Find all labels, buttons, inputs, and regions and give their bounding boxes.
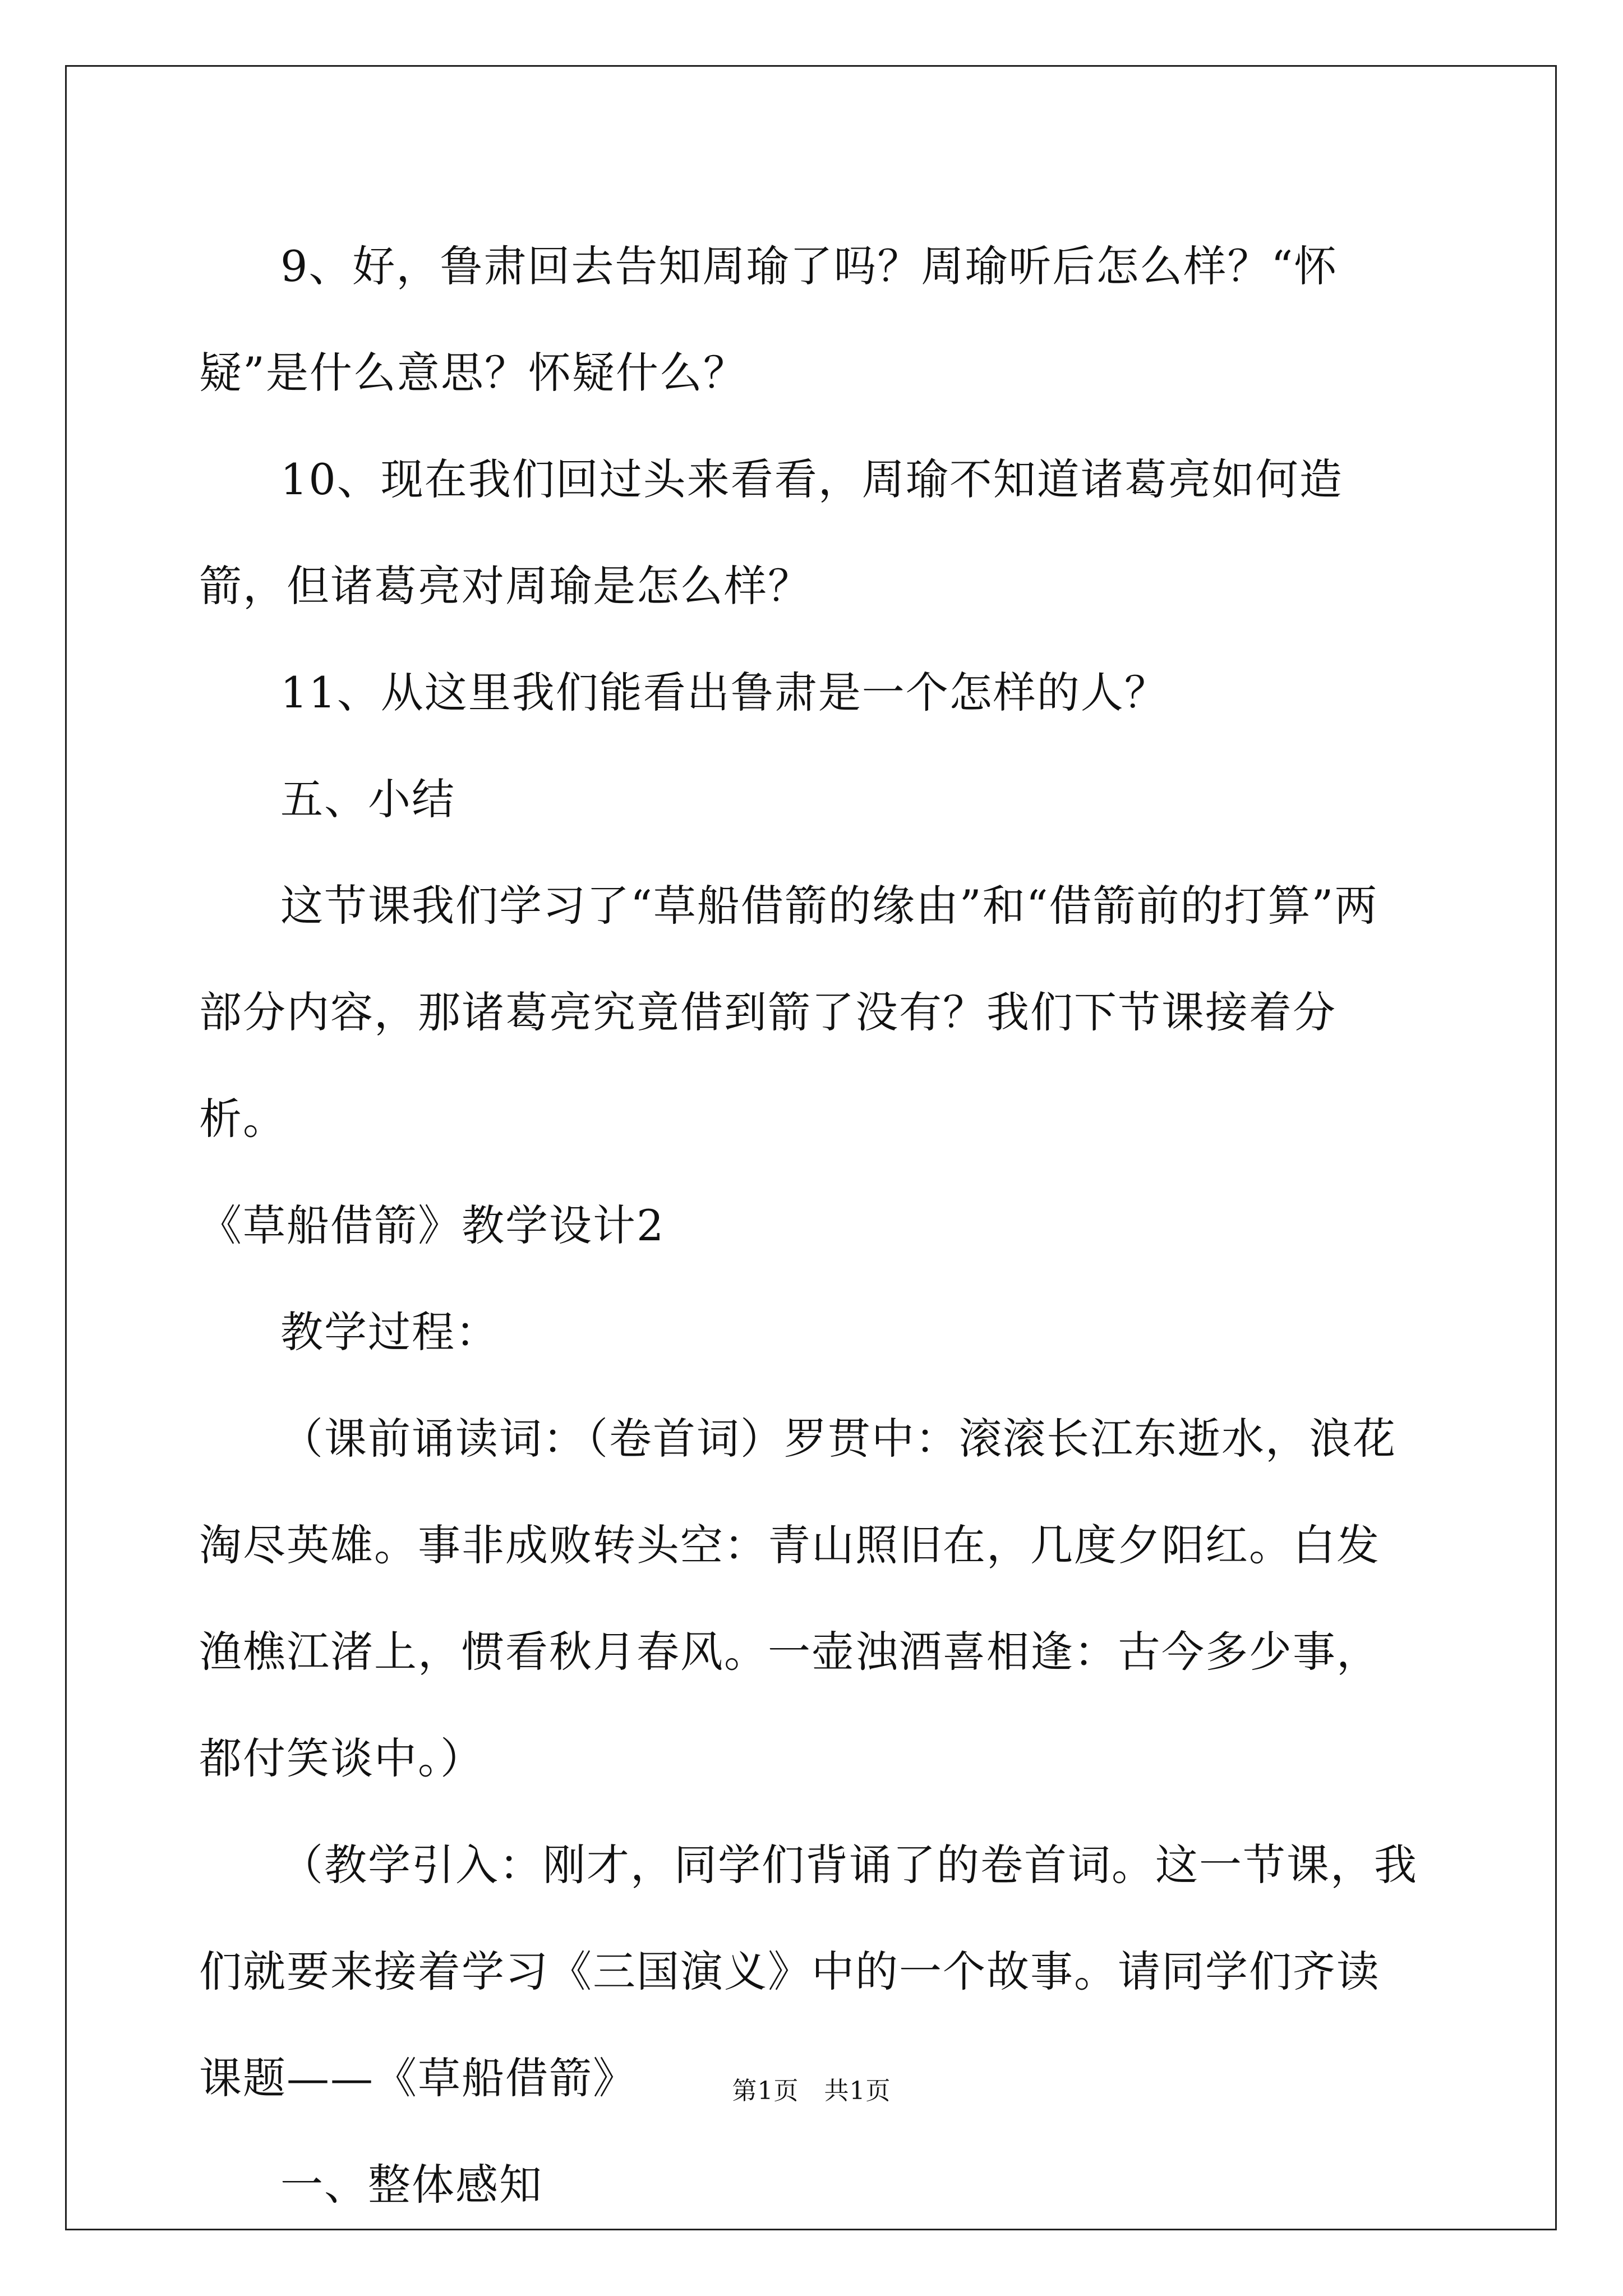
paragraph-recitation: （课前诵读词：（卷首词）罗贯中：滚滚长江东逝水，浪花淘尽英雄。事非成败转头空：青山照旧在，几度夕阳红。白发渔樵江渚上，惯看秋月春风。一壶浊酒喜相逢：古今多少事，都付笑谈中。） [199,1414,1396,1783]
section-heading-process: 教学过程： [280,1307,499,1357]
paragraph-summary: 这节课我们学习了“草船借箭的缘由”和“借箭前的打算”两部分内容，那诸葛亮究竟借到箭了没有？我们下节课接着分析。 [199,881,1378,1144]
section-heading-overview: 一、整体感知 [280,2160,543,2210]
document-body [199,213,1422,2238]
paragraph-question-11: 11、从这里我们能看出鲁肃是一个怎样的人？ [280,668,1168,717]
section-heading-summary: 五、小结 [280,774,455,824]
paragraph-question-10: 10、现在我们回过头来看看，周瑜不知道诸葛亮如何造箭，但诸葛亮对周瑜是怎么样？ [199,454,1343,611]
document-title-2: 《草船借箭》教学设计2 [199,1200,665,1250]
paragraph-introduction: （教学引入：刚才，同学们背诵了的卷首词。这一节课，我们就要来接着学习《三国演义》中的一个故事。请同学们齐读课题——《草船借箭》 [199,1840,1418,2103]
paragraph-question-9: 9、好，鲁肃回去告知周瑜了吗？周瑜听后怎么样？“怀疑”是什么意思？怀疑什么？ [199,241,1338,398]
page-footer: 第1页 共1页 [732,2077,891,2105]
